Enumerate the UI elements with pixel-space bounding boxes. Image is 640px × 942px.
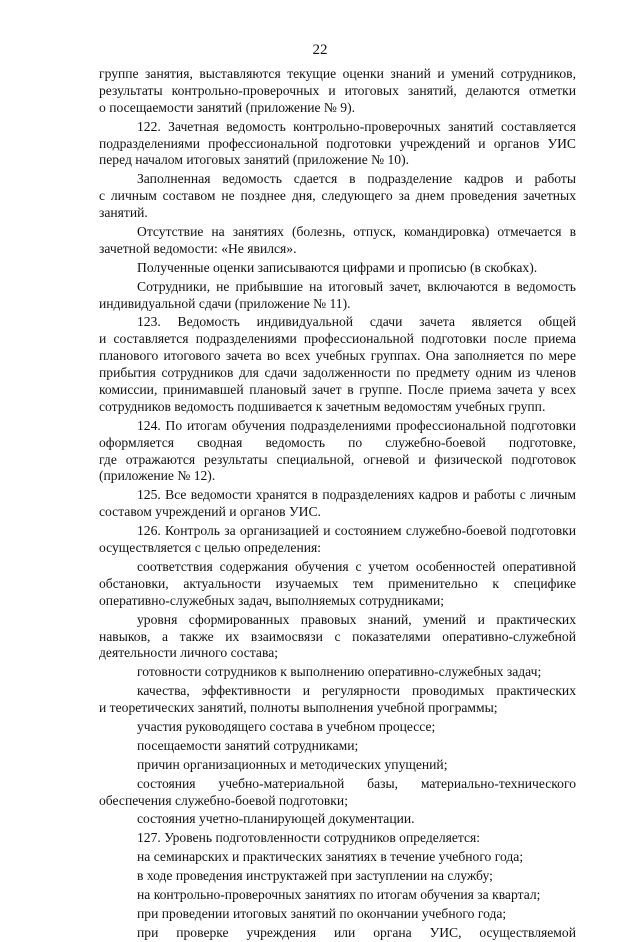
text-line: Полученные оценки записываются цифрами и прописью (в скобках). bbox=[137, 259, 538, 275]
text-line: оперативно-служебных задач, выполняемых сотрудниками; bbox=[99, 592, 445, 608]
text-line: результаты контрольно-проверочных и итоговых занятий, делаются отметки bbox=[99, 82, 576, 98]
text-line: навыков, а также их взаимосвязи с показателями оперативно-служебной bbox=[99, 628, 576, 644]
text-line: деятельности личного состава; bbox=[99, 645, 279, 661]
text-line: в ходе проведения инструктажей при заступлении на службу; bbox=[137, 868, 493, 884]
text-line: подразделениями профессиональной подготовки учреждений и органов УИС bbox=[99, 135, 576, 151]
text-line: с личным составом не позднее дня, следующего за днем проведения зачетных bbox=[99, 188, 576, 204]
text-line: и теоретических занятий, полноты выполнения учебной программы; bbox=[99, 700, 498, 716]
text-line: соответствия содержания обучения с учетом особенностей оперативной bbox=[137, 558, 576, 574]
text-line: сотрудников ведомость подшивается к зачетным ведомостям учебных групп. bbox=[99, 398, 546, 414]
text-line: занятий. bbox=[99, 205, 148, 221]
text-line: 125. Все ведомости хранятся в подразделениях кадров и работы с личным bbox=[137, 487, 576, 503]
text-line: обстановки, актуальности изучаемых тем применительно к специфике bbox=[99, 575, 576, 591]
text-line: осуществляется с целью определения: bbox=[99, 540, 322, 556]
text-line: и составляется подразделениями профессиональной подготовки после приема bbox=[99, 331, 576, 347]
page-number: 22 bbox=[312, 42, 328, 58]
text-line: при проведении итоговых занятий по окончании учебного года; bbox=[137, 905, 507, 921]
text-line: участия руководящего состава в учебном процессе; bbox=[137, 718, 436, 734]
text-line: оформляется сводная ведомость по служебно-боевой подготовке, bbox=[99, 434, 576, 450]
text-line: обеспечения служебно-боевой подготовки; bbox=[99, 792, 348, 808]
text-line: готовности сотрудников к выполнению оперативно-служебных задач; bbox=[137, 664, 542, 680]
text-line: прибытия сотрудников для сдачи задолженности по предмету одним из членов bbox=[99, 365, 576, 381]
text-line: о посещаемости занятий (приложение № 9). bbox=[99, 99, 356, 115]
text-line: причин организационных и методических упущений; bbox=[137, 756, 448, 772]
text-line: состояния учебно-материальной базы, материально-технического bbox=[137, 775, 576, 791]
text-line: 122. Зачетная ведомость контрольно-проверочных занятий составляется bbox=[137, 118, 576, 134]
text-line: перед началом итоговых занятий (приложение № 10). bbox=[99, 152, 410, 168]
text-line: индивидуальной сдачи (приложение № 11). bbox=[99, 295, 351, 311]
text-line: 124. По итогам обучения подразделениями профессиональной подготовки bbox=[137, 417, 576, 433]
text-line: 127. Уровень подготовленности сотрудников определяется: bbox=[137, 830, 481, 846]
text-line: группе занятия, выставляются текущие оценки знаний и умений сотрудников, bbox=[99, 66, 576, 81]
text-line: (приложение № 12). bbox=[99, 468, 216, 484]
text-line: составом учреждений и органов УИС. bbox=[99, 504, 321, 520]
text-line: состояния учетно-планирующей документации. bbox=[137, 811, 415, 827]
text-line: Отсутствие на занятиях (болезнь, отпуск, командировка) отмечается в bbox=[137, 224, 576, 240]
text-line: при проверке учреждения или органа УИС, осуществляемой bbox=[137, 924, 576, 940]
text-line: Сотрудники, не прибывшие на итоговый зачет, включаются в ведомость bbox=[137, 278, 576, 294]
text-line: планового итогового зачета во всех учебных группах. Она заполняется по мере bbox=[99, 348, 576, 364]
text-line: качества, эффективности и регулярности проводимых практических bbox=[137, 683, 576, 699]
text-line: Заполненная ведомость сдается в подразделение кадров и работы bbox=[137, 171, 576, 187]
text-line: 126. Контроль за организацией и состоянием служебно-боевой подготовки bbox=[137, 523, 576, 539]
text-line: зачетной ведомости: «Не явился». bbox=[99, 240, 297, 256]
text-line: уровня сформированных правовых знаний, умений и практических bbox=[137, 611, 576, 627]
text-line: на семинарских и практических занятиях в течение учебного года; bbox=[137, 849, 524, 865]
text-line: 123. Ведомость индивидуальной сдачи зачета является общей bbox=[137, 314, 576, 330]
text-line: комиссии, принимавшей плановый зачет в группе. После приема зачета у всех bbox=[99, 382, 576, 398]
text-line: посещаемости занятий сотрудниками; bbox=[137, 737, 359, 753]
text-line: на контрольно-проверочных занятиях по итогам обучения за квартал; bbox=[137, 886, 541, 902]
text-line: где отражаются результаты специальной, огневой и физической подготовок bbox=[99, 451, 576, 467]
document-body bbox=[99, 66, 576, 942]
